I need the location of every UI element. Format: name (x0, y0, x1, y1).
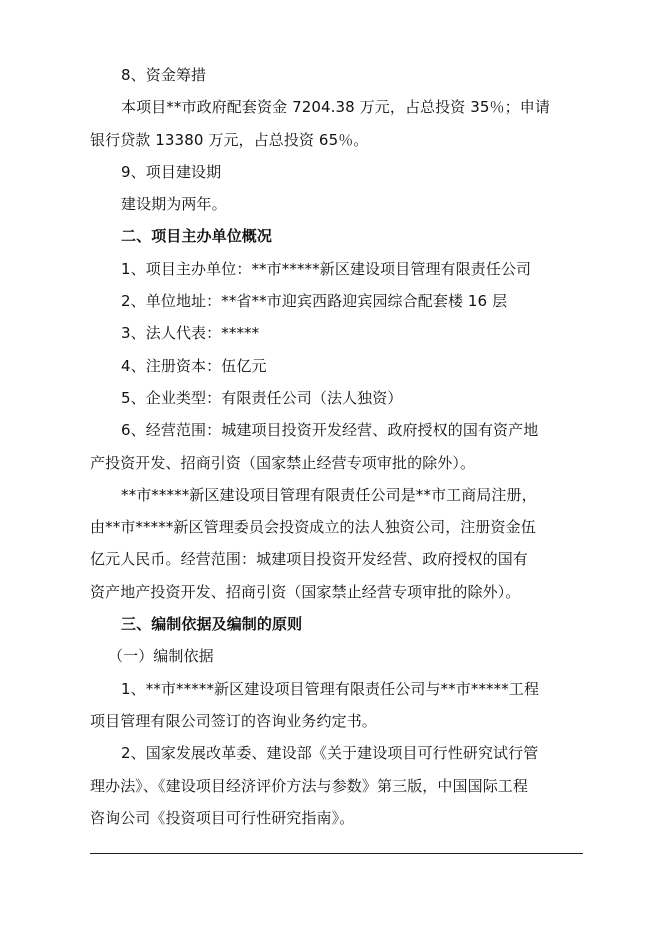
footer-divider (90, 853, 583, 854)
unit-address: 2、单位地址：**省**市迎宾西路迎宾园综合配套楼 16 层 (121, 292, 508, 311)
basis-2-line-1: 2、国家发展改革委、建设部《关于建设项目可行性研究试行管 (121, 744, 539, 763)
section-3-heading: 三、编制依据及编制的原则 (121, 615, 303, 634)
item-9-heading: 9、项目建设期 (121, 162, 222, 181)
section-2-heading: 二、项目主办单位概况 (121, 227, 273, 246)
construction-period-text: 建设期为两年。 (121, 195, 227, 214)
company-paragraph-line-1: **市*****新区建设项目管理有限责任公司是**市工商局注册， (121, 485, 537, 504)
funding-paragraph-line-1: 本项目**市政府配套资金 7204.38 万元，占总投资 35％；申请 (121, 98, 550, 117)
basis-1-line-1: 1、**市*****新区建设项目管理有限责任公司与**市*****工程 (121, 679, 540, 698)
document-body (90, 59, 590, 834)
item-8-heading: 8、资金筹措 (121, 66, 207, 84)
business-scope-line-1: 6、经营范围：城建项目投资开发经营、政府授权的国有资产地 (121, 421, 539, 440)
sponsor-unit: 1、项目主办单位：**市*****新区建设项目管理有限责任公司 (121, 259, 532, 278)
basis-2-line-3: 咨询公司《投资项目可行性研究指南》。 (90, 808, 355, 827)
company-paragraph-line-4: 资产地产投资开发、招商引资（国家禁止经营专项审批的除外）。 (90, 582, 521, 601)
funding-paragraph-line-2: 银行贷款 13380 万元，占总投资 65％。 (90, 130, 369, 149)
subsection-1-heading: （一）编制依据 (108, 647, 214, 666)
registered-capital: 4、注册资本：伍亿元 (121, 356, 267, 375)
enterprise-type: 5、企业类型：有限责任公司（法人独资） (121, 388, 403, 407)
company-paragraph-line-3: 亿元人民币。经营范围：城建项目投资开发经营、政府授权的国有 (90, 550, 528, 569)
basis-1-line-2: 项目管理有限公司签订的咨询业务约定书。 (90, 711, 377, 730)
business-scope-line-2: 产投资开发、招商引资（国家禁止经营专项审批的除外）。 (90, 453, 476, 472)
company-paragraph-line-2: 由**市*****新区管理委员会投资成立的法人独资公司，注册资金伍 (90, 518, 536, 537)
legal-representative: 3、法人代表：***** (121, 324, 260, 343)
basis-2-line-2: 理办法》、《建设项目经济评价方法与参数》第三版，中国国际工程 (90, 776, 529, 795)
